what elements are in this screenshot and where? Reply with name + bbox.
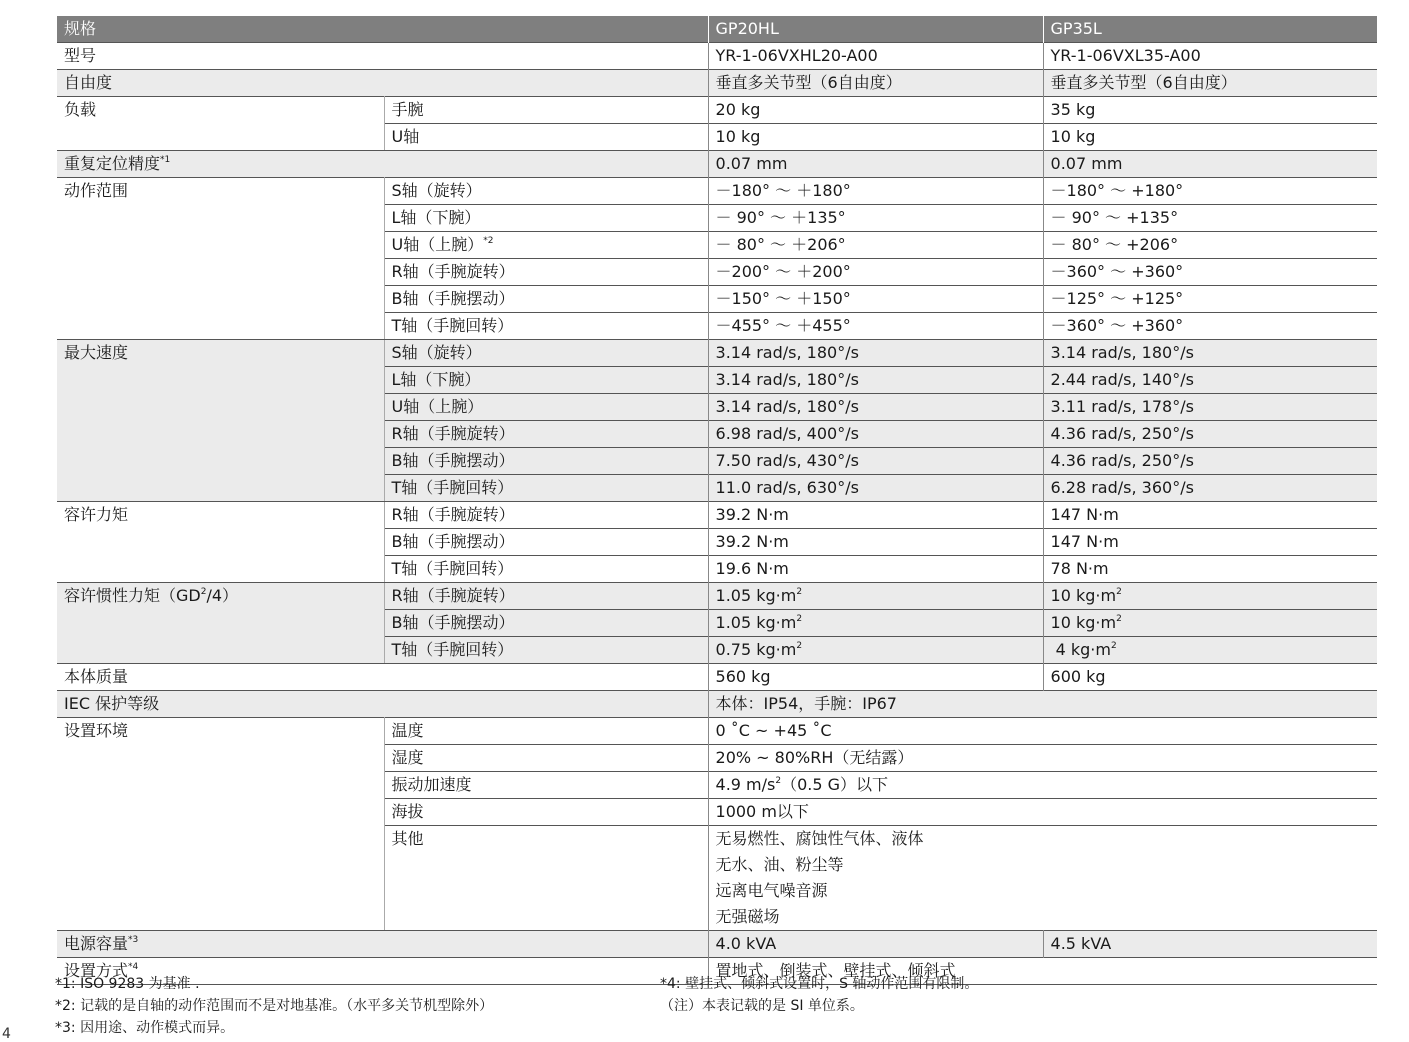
cell-merged: 20% ~ 80%RH（无结露） — [715, 748, 914, 767]
sub-label: S轴（旋转） — [384, 178, 708, 205]
cell-b: 10 $kg\cdot m^2$ — [1043, 610, 1377, 637]
group-label: 容许惯性力矩$(GD^2/4)$ — [57, 583, 384, 664]
row-label: 型号 — [57, 43, 708, 70]
cell-a: － 80° ～ ＋206° — [708, 232, 1043, 259]
sub-label: L轴（下腕） — [384, 205, 708, 232]
footnote: *1: ISO 9283 为基准 . — [55, 976, 200, 992]
footnote: *3: 因用途、动作模式而异。 — [55, 1020, 235, 1036]
cell-b: －360° ～ +360° — [1050, 262, 1184, 281]
cell-b: 0.07 mm — [1043, 151, 1377, 178]
cell-a: 0.07 mm — [708, 151, 1043, 178]
row-torque — [57, 502, 1377, 529]
row-label: 设置方式$^{*4}$ — [57, 958, 708, 985]
sub-label: 振动加速度 — [384, 772, 708, 799]
row-dof — [57, 70, 1377, 97]
sub-label: T轴（手腕回转） — [384, 556, 708, 583]
cell-a: 560 kg — [708, 664, 1043, 691]
row-model — [57, 43, 1377, 70]
cell-b: 35 kg — [1050, 100, 1096, 119]
sub-label: T轴（手腕回转） — [384, 637, 708, 664]
footnote: （注）本表记载的是 SI 单位系。 — [660, 998, 864, 1014]
cell-a: 0.75 $kg\cdot m^2$ — [708, 637, 1043, 664]
cell-b: 10 kg — [1050, 127, 1096, 146]
header-model-a: GP20HL — [708, 16, 1043, 43]
cell-a: 39.2 N·m — [708, 502, 1043, 529]
env-other-line: 无易燃性、腐蚀性气体、液体 — [715, 829, 924, 848]
page-number: 4 — [2, 1026, 11, 1042]
sub-label: U轴（上腕） — [384, 394, 708, 421]
cell-b: 4.36 rad/s, 250°/s — [1043, 421, 1377, 448]
sub-label: R轴（手腕旋转） — [384, 259, 708, 286]
sub-label: B轴（手腕摆动） — [384, 610, 708, 637]
sub-label: 湿度 — [384, 745, 708, 772]
cell-a: 3.14 rad/s, 180°/s — [708, 340, 1043, 367]
sub-label: 海拔 — [384, 799, 708, 826]
row-speed — [57, 340, 1377, 367]
sub-label: R轴（手腕旋转） — [384, 421, 708, 448]
footnote: *4: 壁挂式、倾斜式设置时，S 轴动作范围有限制。 — [660, 976, 979, 992]
cell-a: －150° ～ ＋150° — [708, 286, 1043, 313]
row-label: 自由度 — [57, 70, 708, 97]
cell-merged — [708, 826, 1377, 931]
cell-a: 11.0 rad/s, 630°/s — [708, 475, 1043, 502]
footnotes-right — [660, 973, 978, 1017]
cell-b: 3.11 rad/s, 178°/s — [1043, 394, 1377, 421]
cell-a: 3.14 rad/s, 180°/s — [708, 367, 1043, 394]
sub-label: U轴 — [384, 124, 708, 151]
env-other-line: 无强磁场 — [715, 907, 780, 926]
cell-merged: 1000 m以下 — [715, 802, 809, 821]
cell-merged: 本体：IP54，手腕：IP67 — [708, 691, 1377, 718]
sub-label: S轴（旋转） — [384, 340, 708, 367]
cell-b: YR-1-06VXL35-A00 — [1050, 46, 1201, 65]
cell-a: 20 kg — [708, 97, 1043, 124]
cell-a: 1.05 $kg\cdot m^2$ — [708, 583, 1043, 610]
cell-merged: 置地式、倒装式、壁挂式、倾斜式 — [715, 961, 956, 980]
cell-b: 垂直多关节型（6自由度） — [1043, 70, 1377, 97]
row-repeat — [57, 151, 1377, 178]
cell-b: 4 $kg\cdot m^2$ — [1043, 637, 1377, 664]
cell-b: 10 $kg\cdot m^2$ — [1043, 583, 1377, 610]
cell-a: － 90° ～ ＋135° — [708, 205, 1043, 232]
header-model-b: GP35L — [1043, 16, 1377, 43]
group-label: 最大速度 — [57, 340, 384, 502]
row-env-temp — [57, 718, 1377, 745]
cell-a: 19.6 N·m — [708, 556, 1043, 583]
header-row — [57, 16, 1377, 43]
cell-b: 2.44 rad/s, 140°/s — [1043, 367, 1377, 394]
cell-b: －180° ～ +180° — [1050, 181, 1184, 200]
cell-b: 4.36 rad/s, 250°/s — [1043, 448, 1377, 475]
row-range — [57, 178, 1377, 205]
sub-label: 其他 — [384, 826, 708, 931]
cell-a: 4.0 kVA — [708, 931, 1043, 958]
group-label: 容许力矩 — [57, 502, 384, 583]
sub-label: R轴（手腕旋转） — [384, 583, 708, 610]
row-power — [57, 931, 1377, 958]
cell-a: 3.14 rad/s, 180°/s — [708, 394, 1043, 421]
sub-label: T轴（手腕回转） — [384, 313, 708, 340]
row-label: 重复定位精度$^{*1}$ — [57, 151, 708, 178]
footnote: *2: 记载的是自轴的动作范围而不是对地基准。（水平多关节机型除外） — [55, 998, 494, 1014]
group-label: 设置环境 — [57, 718, 384, 931]
cell-b: －360° ～ +360° — [1050, 316, 1184, 335]
row-label: 本体质量 — [57, 664, 708, 691]
header-spec: 规格 — [57, 16, 708, 43]
sub-label: T轴（手腕回转） — [384, 475, 708, 502]
cell-b: 6.28 rad/s, 360°/s — [1043, 475, 1377, 502]
group-label: 负载 — [57, 97, 384, 151]
sub-label: B轴（手腕摆动） — [384, 286, 708, 313]
cell-b: 78 N·m — [1050, 559, 1109, 578]
group-label: 动作范围 — [57, 178, 384, 340]
cell-b: 3.14 rad/s, 180°/s — [1043, 340, 1377, 367]
cell-b: 147 N·m — [1050, 505, 1119, 524]
cell-b: － 90° ～ +135° — [1050, 208, 1179, 227]
row-inertia — [57, 583, 1377, 610]
sub-label: L轴（下腕） — [384, 367, 708, 394]
cell-a: －200° ～ ＋200° — [708, 259, 1043, 286]
cell-a: 1.05 $kg\cdot m^2$ — [708, 610, 1043, 637]
cell-a: 39.2 N·m — [708, 529, 1043, 556]
cell-a: －455° ～ ＋455° — [708, 313, 1043, 340]
spec-table — [57, 16, 1377, 985]
cell-a: －180° ～ ＋180° — [708, 178, 1043, 205]
sub-label: 温度 — [384, 718, 708, 745]
row-label: IEC 保护等级 — [57, 691, 708, 718]
cell-a: YR-1-06VXHL20-A00 — [708, 43, 1043, 70]
cell-a: 6.98 rad/s, 400°/s — [708, 421, 1043, 448]
row-label: 电源容量$^{*3}$ — [57, 931, 708, 958]
sub-label: B轴（手腕摆动） — [384, 448, 708, 475]
sub-label: R轴（手腕旋转） — [384, 502, 708, 529]
sub-label: B轴（手腕摆动） — [384, 529, 708, 556]
footnotes-left — [55, 973, 493, 1039]
cell-b: 600 kg — [1050, 667, 1106, 686]
cell-b: －125° ～ +125° — [1050, 289, 1184, 308]
row-iec — [57, 691, 1377, 718]
cell-a: 10 kg — [708, 124, 1043, 151]
sub-label: U轴（上腕）$^{*2}$ — [384, 232, 708, 259]
sub-label: 手腕 — [384, 97, 708, 124]
cell-b: － 80° ～ +206° — [1050, 235, 1179, 254]
cell-a: 7.50 rad/s, 430°/s — [708, 448, 1043, 475]
env-other-line: 远离电气噪音源 — [715, 881, 828, 900]
row-mass — [57, 664, 1377, 691]
row-payload-wrist — [57, 97, 1377, 124]
cell-merged: 0 ˚C ~ +45 ˚C — [715, 721, 832, 740]
cell-b: 147 N·m — [1050, 532, 1119, 551]
cell-merged: 4.9 $m/s^2(0.5$ G）以下 — [715, 775, 889, 794]
env-other-line: 无水、油、粉尘等 — [715, 855, 844, 874]
cell-a: 垂直多关节型（6自由度） — [708, 70, 1043, 97]
cell-b: 4.5 kVA — [1043, 931, 1377, 958]
